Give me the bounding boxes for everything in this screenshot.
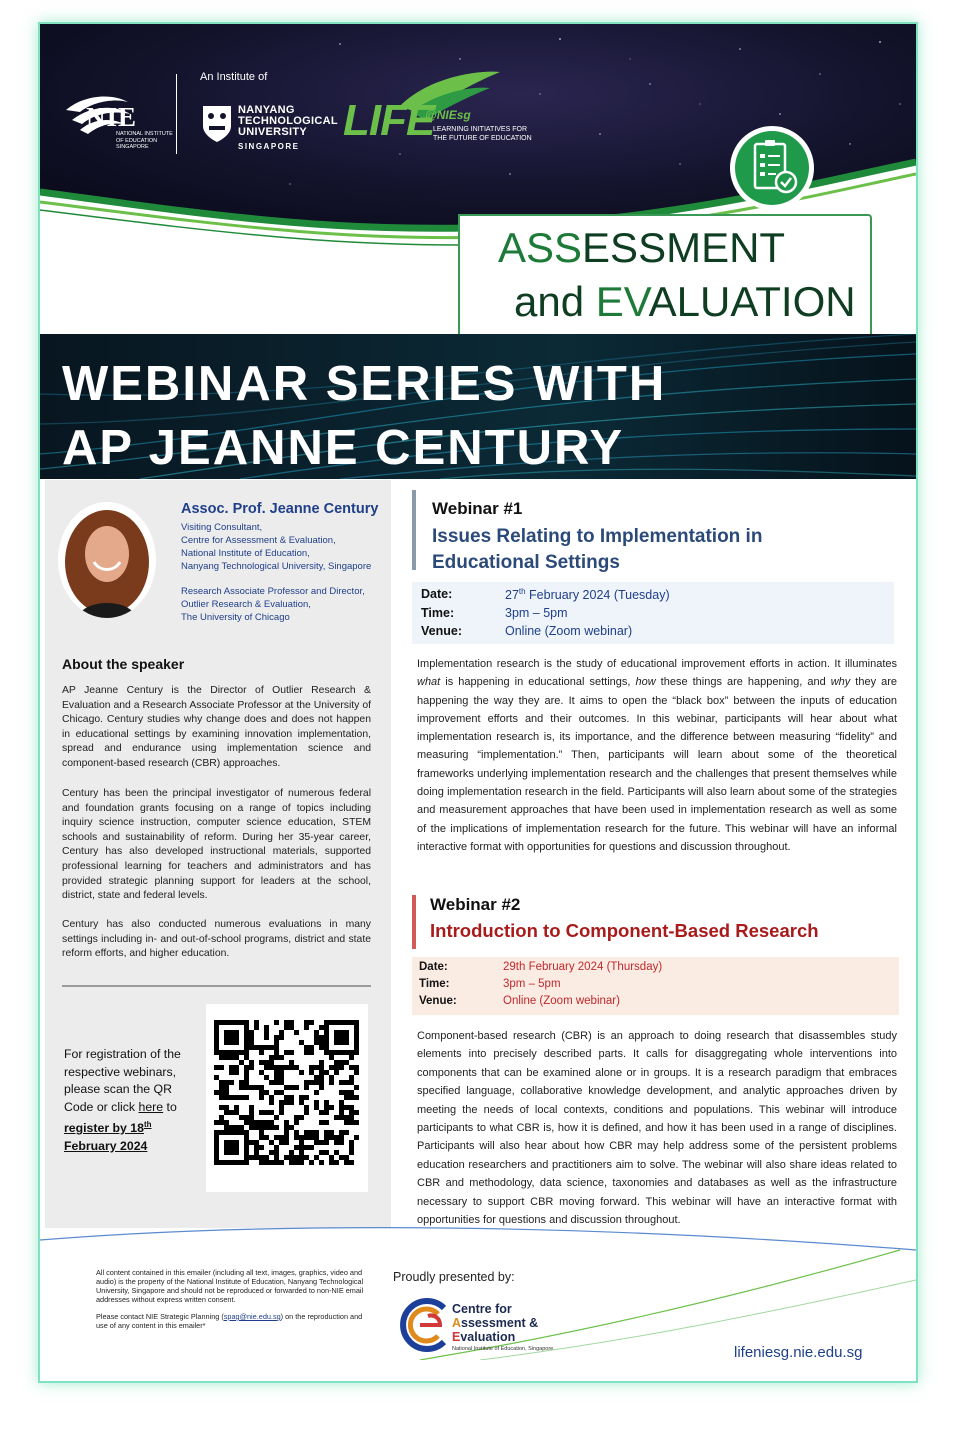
life-logo-suffix: @NIEsg [425,108,471,122]
speaker-name: Assoc. Prof. Jeanne Century [181,501,379,517]
logo-divider [176,74,177,154]
cae-initial-e: E [452,1330,461,1344]
webinar2-venue-row [419,995,889,1011]
venue-label: Venue: [421,624,462,638]
disclaimer-paragraph-2 [96,1312,366,1330]
time-label: Time: [421,606,455,620]
webinar2-accent-bar [412,895,416,949]
registration-link[interactable]: here [138,1099,164,1114]
time-label: Time: [419,978,450,990]
date-label: Date: [421,587,453,601]
cae-line2-text: ssessment & [461,1316,539,1330]
webinar2-time-row [419,978,889,994]
affiliation-line: Centre for Assessment & Evaluation, [181,535,336,546]
affiliation-line: National Institute of Education, [181,548,310,559]
affiliation-line: Nanyang Technological University, Singapore [181,561,372,572]
desc-emphasis: how [635,676,656,689]
presented-by-label: Proudly presented by: [393,1270,515,1284]
webinar1-time-row [421,606,891,622]
webinar2-time: 3pm – 5pm [503,978,561,990]
about-paragraph-2: Century has been the principal investigator of numerous federal and foundation grants focusing on a range of topics including inquiry science instruction, computer science education, STEM schools and sustainability of reform. During her 35-year career, Century has also developed instructional materials, supported professional learning for teachers and administrators and has provided strategic planning support for leaders at the school, district, state and federal levels. [62,788,371,902]
date-label: Date: [419,961,448,973]
poster [38,22,918,1383]
title-evaluation-part1: and [514,278,596,325]
nie-logo-text: NIE [86,102,138,132]
title-assessment [498,224,785,272]
registration-text [64,1046,192,1155]
title-evaluation-part3: ALUATION [648,278,856,325]
registration-qr-code[interactable] [206,1004,368,1192]
about-paragraph-1: AP Jeanne Century is the Director of Outlier Research & Evaluation and a Research Associate Professor at the University of Chicago. Century studies why change does and does not happen in educational settings by examining innovation implementation, spread and endurance using implementation science and component-based research (CBR) approaches. [62,685,371,769]
banner-title [62,352,666,480]
webinar1-date-day: 27 [505,588,519,603]
webinar1-details [412,582,894,644]
venue-label: Venue: [419,995,457,1007]
affiliation-line: The University of Chicago [181,612,290,623]
cae-logo-icon [400,1294,452,1356]
website-link[interactable]: lifeniesg.nie.edu.sg [734,1344,863,1361]
affiliation-line: Research Associate Professor and Director, [181,586,365,597]
ntu-name-line3: UNIVERSITY [238,126,308,138]
desc-emphasis: what [417,676,441,689]
divider [62,985,371,987]
checklist-document-icon [728,124,816,212]
disclaimer-text: ) on the reproduction and use of any content in this emailer* [96,1312,363,1330]
webinar1-date-rest: February 2024 (Tuesday) [525,588,670,603]
life-logo-subtitle: LEARNING INITIATIVES FOR THE FUTURE OF EDUCATION [433,126,532,142]
nie-logo-subtitle: NATIONAL INSTITUTE OF EDUCATION SINGAPORE [116,131,173,150]
registration-deadline-sup: th [143,1120,152,1129]
desc-part: Implementation research is the study of educational improvement efforts in action. It illuminates [417,658,897,670]
title-assessment-part1: ASS [498,224,583,271]
webinar1-accent-bar [412,490,416,570]
webinar2-label: Webinar #2 [430,895,521,914]
disclaimer-email-link[interactable]: spag@nie.edu.sg [223,1312,281,1321]
webinar1-venue: Online (Zoom webinar) [505,624,633,638]
cae-name [452,1302,538,1344]
webinar2-venue: Online (Zoom webinar) [503,995,620,1007]
ntu-name [238,105,338,138]
cae-line3-text: valuation [460,1330,516,1344]
affiliation-line: Visiting Consultant, [181,522,263,533]
disclaimer [96,1268,366,1330]
webinar2-title: Introduction to Component-Based Research [430,920,819,941]
webinar1-date [505,587,670,602]
life-logo-text: LIFE [343,96,435,145]
webinar1-time: 3pm – 5pm [505,606,568,620]
ntu-name-line1: NANYANG [238,104,295,116]
title-evaluation [514,278,856,326]
disclaimer-text: Please contact NIE Strategic Planning ( [96,1312,224,1321]
speaker-affiliation [181,521,381,624]
cae-initial-a: A [452,1316,462,1330]
disclaimer-paragraph-1: All content contained in this emailer (including all text, images, graphics, video and audio) is the property of the National Institute of Education, Nanyang Technological University, Singapore and should not be reproduced or forwarded to non-NIE email addresses without express written consent. [96,1268,364,1304]
cae-subtitle: National Institute of Education, Singapore [452,1346,554,1352]
desc-emphasis: why [830,676,851,689]
cae-line1: Centre for [452,1302,512,1316]
desc-part: these things are happening, and [655,676,831,689]
webinar2-date-row [419,961,889,977]
registration-deadline: register by 18 [64,1121,144,1136]
ntu-crest-icon [201,104,233,144]
desc-part: is happening in educational settings, [440,676,636,689]
speaker-photo [58,502,156,618]
webinar2-description: Component-based research (CBR) is an approach to doing research that disassembles study elements into precisely described parts. It calls for disaggregating whole interventions into components that can be examined alone or in groups. It is a research paradigm that embraces specified language, collaborative knowledge development, and analytic approaches driven by meeting the needs of local contexts, conditions and populations. This webinar will introduce participants to what CBR is, how it is defined, and how it has been used in a range of disciplines. Participants will also hear about how CBR may help address some of the persistent problems education researchers and practitioners aim to solve. The webinar will also share ideas related to CBR and methodology, data science, taxonomies and databases as well as the infrastructure necessary to support CBR moving forward. This webinar will have an interactive format with opportunities for questions and discussion throughout. [417,1030,897,1227]
registration-text-to: to [163,1099,177,1114]
webinar1-title: Issues Relating to Implementation in Educational Settings [432,526,763,573]
registration-text-before: For registration of the respective webinars, please scan the QR Code or click [64,1047,181,1114]
desc-part: they are happening the way they are. It aims to open the “black box” between the inputs of education improvement efforts and their outcomes. In this webinar, participants will hear about what implementation research is, its importance, and the difference between measuring “fidelity” and measuring “implementation.” Then, participants will learn about some of the theoretical frameworks underlying implementation research and the challenges that present themselves while doing implementation research in the field. Participants will also learn about some of the strategies and measurement approaches that have been used in implementation research as well as some of the implications of implementation research for the future. This webinar will have an informal interactive format with opportunities for questions and discussion throughout. [417,676,897,853]
registration-deadline-end: February 2024 [64,1138,148,1153]
webinar2-details [412,957,899,1015]
affiliation-line: Outlier Research & Evaluation, [181,599,311,610]
webinar1-description [417,655,897,856]
banner-title-line1: WEBINAR SERIES WITH [62,357,667,411]
webinar1-date-sup: th [518,587,526,596]
an-institute-of-label: An Institute of [200,71,268,83]
webinar1-date-row [421,587,891,603]
about-paragraph-3: Century has also conducted numerous evaluations in many settings including in- and out-of-school programs, district and state reform efforts, and higher education. [62,919,371,960]
webinar1-label: Webinar #1 [432,499,523,518]
title-evaluation-part2: EV [595,278,649,325]
cae-line2 [452,1316,538,1330]
about-heading: About the speaker [62,656,185,672]
cae-line3 [452,1330,538,1344]
webinar1-venue-row [421,624,891,640]
title-assessment-part2: ESSMENT [582,224,786,271]
webinar2-date: 29th February 2024 (Thursday) [503,961,663,973]
banner-title-line2: AP JEANNE CENTURY [62,421,625,475]
ntu-country: SINGAPORE [238,142,300,151]
ntu-name-line2: TECHNOLOGICAL [238,115,338,127]
